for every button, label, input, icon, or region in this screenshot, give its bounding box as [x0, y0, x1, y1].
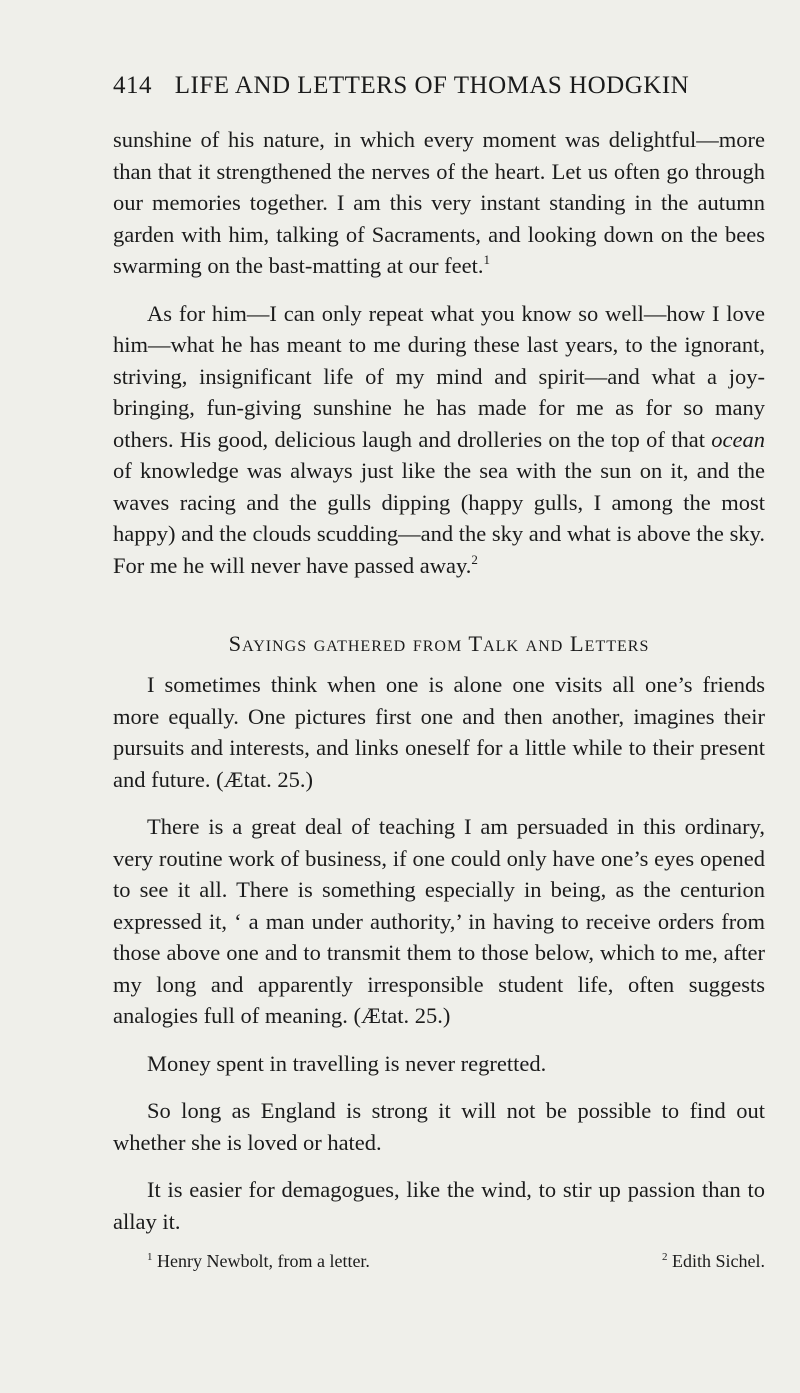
paragraph-text: sunshine of his nature, in which every moment was delightful—more than that it strengthened the nerves of the heart. Let us often go through our memories together. I am this very instant standing in the autumn garden with him, talking of Sacraments, and looking down on the bees swarming on the bast-matting at our feet.	[113, 127, 765, 278]
footnote-ref: 1	[483, 252, 491, 267]
section-heading: Sayings gathered from Talk and Letters	[228, 631, 650, 656]
running-title: LIFE AND LETTERS OF THOMAS HODGKIN	[174, 72, 690, 99]
emphasis-ocean: ocean	[711, 426, 765, 452]
saying: So long as England is strong it will not be possible to find out whether she is loved or hated.	[113, 1098, 765, 1155]
footnote-text: Edith Sichel.	[672, 1251, 765, 1271]
running-head	[113, 72, 765, 100]
saying: There is a great deal of teaching I am persuaded in this ordinary, very routine work of business, if one could only have one’s eyes opened to see it all. There is something especially in being, as the centurion expressed it, ‘ a man under authority,’ in having to receive orders from those above one and to transmit them to those below, which to me, after my long and apparently irresponsible student life, often suggests analogies full of meaning. (Ætat. 25.)	[113, 814, 765, 1028]
page-number: 414	[113, 72, 152, 99]
saying: Money spent in travelling is never regretted.	[147, 1050, 547, 1076]
footnote-number: 1	[147, 1251, 153, 1263]
footnote-number: 2	[662, 1251, 668, 1263]
footnote	[147, 1251, 370, 1272]
saying: I sometimes think when one is alone one visits all one’s friends more equally. One pictures first one and then another, imagines their pursuits and interests, and links oneself for a little while to their present and future. (Ætat. 25.)	[113, 672, 765, 792]
footnotes	[113, 1251, 765, 1272]
paragraph-tribute	[113, 298, 765, 582]
paragraph-text: of knowledge was always just like the sea with the sun on it, and the waves racing and the gulls dipping (happy gulls, I among the most happy) and the clouds scudding—and the sky and what is above the sky. For me he will never have passed away.	[113, 458, 765, 578]
footnote-text: Henry Newbolt, from a letter.	[157, 1251, 370, 1271]
book-page	[113, 72, 765, 1272]
paragraph-text: As for him—I can only repeat what you know so well—how I love him—what he has meant to me during these last years, to the ignorant, striving, insignificant life of my mind and spirit—and what a joy-bringing, fun-giving sunshine he has made for me as for so many others. His good, delicious laugh and drolleries on the top of that	[113, 300, 765, 452]
footnote	[662, 1251, 765, 1272]
footnote-ref: 2	[471, 551, 478, 567]
paragraph-continuation	[113, 124, 765, 282]
saying: It is easier for demagogues, like the wind, to stir up passion than to allay it.	[113, 1177, 765, 1234]
